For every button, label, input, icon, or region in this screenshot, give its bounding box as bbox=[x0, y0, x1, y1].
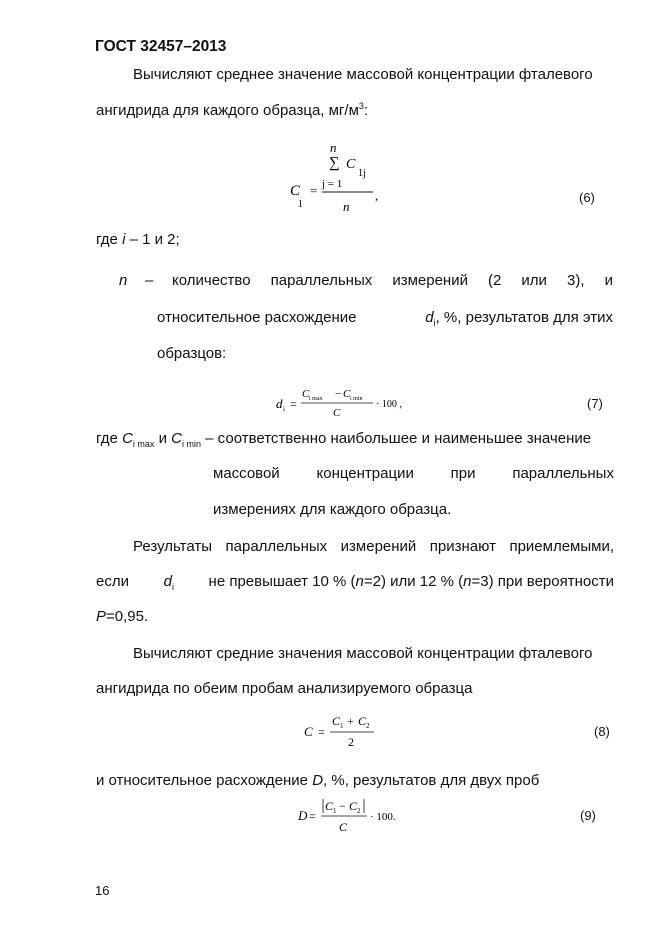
text-span: =2) или 12 % ( bbox=[363, 573, 464, 590]
word: и bbox=[604, 272, 613, 289]
word: при bbox=[450, 465, 476, 482]
text-span: =0,95. bbox=[106, 608, 149, 625]
text-span: где bbox=[96, 430, 123, 447]
word: если bbox=[96, 573, 129, 590]
italic-symbol: D bbox=[312, 772, 324, 789]
word: массовой bbox=[213, 465, 280, 482]
formula-8 bbox=[300, 711, 390, 753]
formula-symbol: n bbox=[343, 199, 350, 214]
formula-subscript: 2 bbox=[366, 722, 370, 730]
text-span bbox=[209, 573, 614, 592]
equals-sign: = bbox=[290, 397, 297, 411]
formula-7 bbox=[272, 383, 422, 423]
formula-symbol: n bbox=[330, 140, 337, 155]
paragraph-line bbox=[96, 772, 539, 789]
text-span: : bbox=[363, 102, 369, 119]
formula-subscript: 2 bbox=[357, 807, 361, 815]
formula-subscript: i bbox=[283, 405, 285, 413]
formula-number: (8) bbox=[594, 724, 610, 739]
formula-symbol: C bbox=[343, 388, 351, 400]
italic-symbol: C bbox=[171, 430, 182, 447]
formula-symbol: C bbox=[358, 714, 367, 728]
word: параллельных bbox=[512, 465, 614, 482]
paragraph-line bbox=[96, 430, 591, 449]
formula-tail: · 100. bbox=[370, 811, 396, 823]
formula-symbol: C bbox=[346, 157, 356, 172]
text-span bbox=[425, 309, 613, 328]
italic-symbol: C bbox=[122, 430, 133, 447]
text-span: относительное расхождение bbox=[157, 309, 357, 326]
word: параллельных bbox=[270, 272, 373, 289]
formula-comma: , bbox=[375, 188, 379, 203]
italic-symbol: n bbox=[463, 573, 472, 590]
paragraph-line: ангидрида по обеим пробам анализируемого образца bbox=[96, 680, 473, 697]
word bbox=[164, 573, 174, 592]
text-span: =3) при вероятности bbox=[471, 573, 614, 590]
formula-number: (7) bbox=[587, 396, 603, 411]
formula-denominator: 2 bbox=[348, 735, 354, 749]
formula-number: (9) bbox=[580, 808, 596, 823]
minus-sign: − bbox=[335, 388, 342, 400]
formula-symbol: C bbox=[325, 799, 334, 813]
formula-symbol: d bbox=[276, 396, 283, 411]
definition-symbol bbox=[119, 272, 127, 289]
subscript: i bbox=[171, 582, 174, 592]
word: или bbox=[521, 272, 547, 289]
text-span: , %, результатов для этих bbox=[435, 309, 613, 326]
text-span: не превышает 10 % ( bbox=[208, 573, 356, 590]
formula-tail: · 100 , bbox=[376, 399, 402, 410]
italic-symbol: n bbox=[119, 272, 128, 289]
formula-symbol: C bbox=[332, 714, 341, 728]
paragraph-line: Вычисляют средние значения массовой концентрации фталевого bbox=[133, 645, 593, 662]
word: концентрации bbox=[316, 465, 414, 482]
formula-symbol: C bbox=[349, 799, 358, 813]
paragraph-line: Результаты параллельных измерений признают приемлемыми, bbox=[133, 538, 614, 555]
text-span: , %, результатов для двух проб bbox=[323, 772, 540, 789]
justified-line bbox=[96, 573, 614, 592]
subscript: i bbox=[433, 318, 436, 328]
word: 3), bbox=[567, 272, 585, 289]
subscript: i min bbox=[181, 439, 201, 449]
text-span: и bbox=[154, 430, 172, 447]
formula-symbol: D bbox=[298, 808, 308, 823]
word: количество bbox=[172, 272, 251, 289]
justified-line bbox=[213, 465, 614, 482]
formula-9 bbox=[294, 795, 414, 837]
paragraph-line: Вычисляют среднее значение массовой концентрации фталевого bbox=[133, 66, 593, 83]
equals-sign: = bbox=[310, 183, 318, 198]
equals-sign: = bbox=[318, 725, 325, 739]
text-span: ангидрида для каждого образца, мг/м bbox=[96, 102, 359, 119]
paragraph-line bbox=[96, 608, 148, 625]
sum-symbol: ∑ bbox=[329, 155, 340, 171]
formula-subscript: 1 bbox=[340, 722, 344, 730]
formula-symbol: C bbox=[302, 388, 310, 400]
formula-subscript: 1 bbox=[298, 199, 303, 210]
plus-sign: + bbox=[347, 714, 354, 728]
italic-symbol: n bbox=[355, 573, 364, 590]
italic-symbol: d bbox=[163, 573, 172, 590]
paragraph-line bbox=[96, 101, 368, 119]
subscript: i max bbox=[132, 439, 155, 449]
paragraph-line bbox=[96, 231, 180, 248]
minus-sign: − bbox=[339, 799, 346, 813]
formula-symbol: C bbox=[290, 183, 301, 199]
formula-number: (6) bbox=[579, 190, 595, 205]
formula-subscript: i min bbox=[350, 396, 363, 402]
formula-subscript: 1j bbox=[358, 168, 366, 179]
italic-symbol: i bbox=[122, 231, 126, 248]
formula-symbol: C bbox=[333, 407, 341, 419]
word: (2 bbox=[488, 272, 502, 289]
formula-limit: j = 1 bbox=[322, 178, 343, 190]
definition-dash: – bbox=[145, 272, 154, 289]
text-span: и относительное расхождение bbox=[96, 772, 313, 789]
text-span: – 1 и 2; bbox=[125, 231, 180, 248]
formula-subscript: 1 bbox=[333, 807, 337, 815]
document-header: ГОСТ 32457–2013 bbox=[95, 38, 227, 55]
formula-symbol: C bbox=[304, 724, 313, 739]
italic-symbol: P bbox=[96, 608, 107, 625]
formula-symbol: C bbox=[339, 820, 348, 834]
formula-6 bbox=[280, 138, 400, 216]
text-span: где bbox=[96, 231, 123, 248]
paragraph-line: измерениях для каждого образца. bbox=[213, 501, 452, 518]
formula-subscript: i max bbox=[309, 396, 323, 402]
paragraph-line: образцов: bbox=[157, 345, 227, 362]
page-number: 16 bbox=[95, 883, 110, 898]
word: измерений bbox=[392, 272, 468, 289]
text-span: – соответственно наибольшее и наименьшее значение bbox=[201, 430, 592, 447]
justified-line bbox=[157, 309, 613, 328]
italic-symbol: d bbox=[425, 309, 434, 326]
equals-sign: = bbox=[309, 809, 316, 823]
justified-line bbox=[172, 272, 613, 289]
superscript: 3 bbox=[358, 101, 364, 111]
